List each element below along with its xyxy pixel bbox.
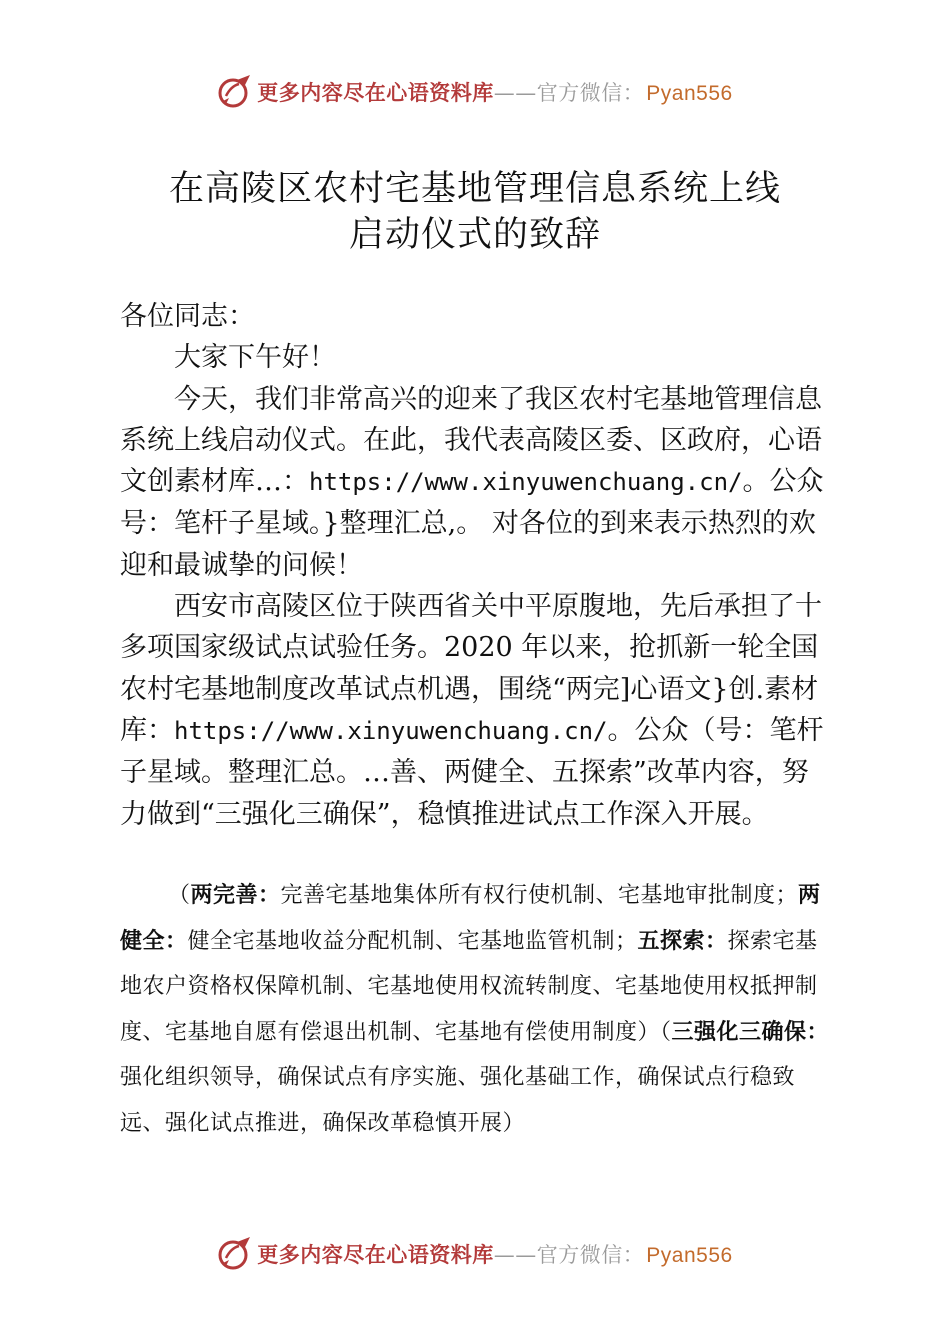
watermark-text: [257, 77, 732, 107]
watermark-dash: ——: [493, 81, 537, 105]
pen-logo-icon: [217, 1236, 253, 1272]
note-label-liang-wanshan: 两完善：: [190, 882, 281, 908]
note-label-san-qianghua: 三强化三确保：: [671, 1018, 830, 1045]
note-label-wu-tansuo: 五探索：: [637, 927, 728, 954]
watermark-wechat-label: 官方微信：: [536, 1243, 645, 1267]
paragraph-1-text-a: 今天，我们非常高兴的迎来了我区农村宅基地管理信息系统上线启动仪式。在此，我代表高陵区委、区政府，心语文创素材库…：: [120, 383, 822, 498]
note-open-paren: （: [168, 883, 191, 908]
watermark-main: 更多内容尽在心语资料库: [257, 81, 494, 105]
note-text-san-qianghua: 强化组织领导，确保试点有序实施、强化基础工作，确保试点行稳致远、强化试点推进，确保改革稳慎开展）: [120, 1065, 796, 1136]
watermark-wechat-id: Pyan556: [646, 1244, 733, 1267]
paragraph-2: [120, 586, 832, 835]
speech-body: [120, 296, 832, 835]
paragraph-1: [120, 379, 832, 586]
paragraph-1-url: https://www.xinyuwenchuang.cn/: [309, 468, 743, 497]
title-line-2: 启动仪式的致辞: [348, 215, 601, 255]
greeting: 大家下午好！: [174, 342, 336, 374]
watermark-wechat-label: 官方微信：: [536, 81, 645, 105]
watermark-text: [257, 1239, 732, 1269]
note-text-wu-tansuo: 探索宅基地农户资格权保障机制、宅基地使用权流转制度、宅基地使用权抵押制度、宅基地自愿有偿退出机制、宅基地有偿使用制度）: [120, 928, 818, 1045]
document-title: [0, 166, 950, 258]
top-watermark-banner: [0, 72, 950, 112]
paragraph-1-text-b: 。公众号：笔杆子星域。}整理汇总,。 对各位的到来表示热烈的欢迎和最诚挚的问候！: [120, 466, 824, 581]
note-open-paren-2: （: [660, 1019, 672, 1045]
note-label-liang-jianquan: 两健全：: [120, 882, 821, 954]
note-text-liang-wanshan: 完善宅基地集体所有权行使机制、宅基地审批制度；: [280, 883, 799, 908]
watermark-main: 更多内容尽在心语资料库: [257, 1243, 494, 1267]
reform-notes: [120, 873, 832, 1146]
watermark-dash: ——: [493, 1243, 537, 1267]
salutation: 各位同志：: [120, 301, 255, 332]
pen-logo-icon: [217, 74, 253, 110]
bottom-watermark-banner: [0, 1234, 950, 1274]
paragraph-2-text-b: 。公众（号：笔杆子星域。整理汇总。…善、两健全、五探索”改革内容，努力做到“三强化三确保”，稳慎推进试点工作深入开展。: [120, 714, 824, 830]
note-text-liang-jianquan: 健全宅基地收益分配机制、宅基地监管机制；: [187, 928, 638, 954]
watermark-wechat-id: Pyan556: [646, 82, 733, 105]
paragraph-2-text-a: 西安市高陵区位于陕西省关中平原腹地，先后承担了十多项国家级试点试验任务。2020 年以来，抢抓新一轮全国农村宅基地制度改革试点机遇，围绕“两完]心语文}创.素材库：: [120, 591, 822, 746]
paragraph-2-url: https://www.xinyuwenchuang.cn/: [174, 716, 608, 745]
title-line-1: 在高陵区农村宅基地管理信息系统上线: [168, 169, 781, 209]
